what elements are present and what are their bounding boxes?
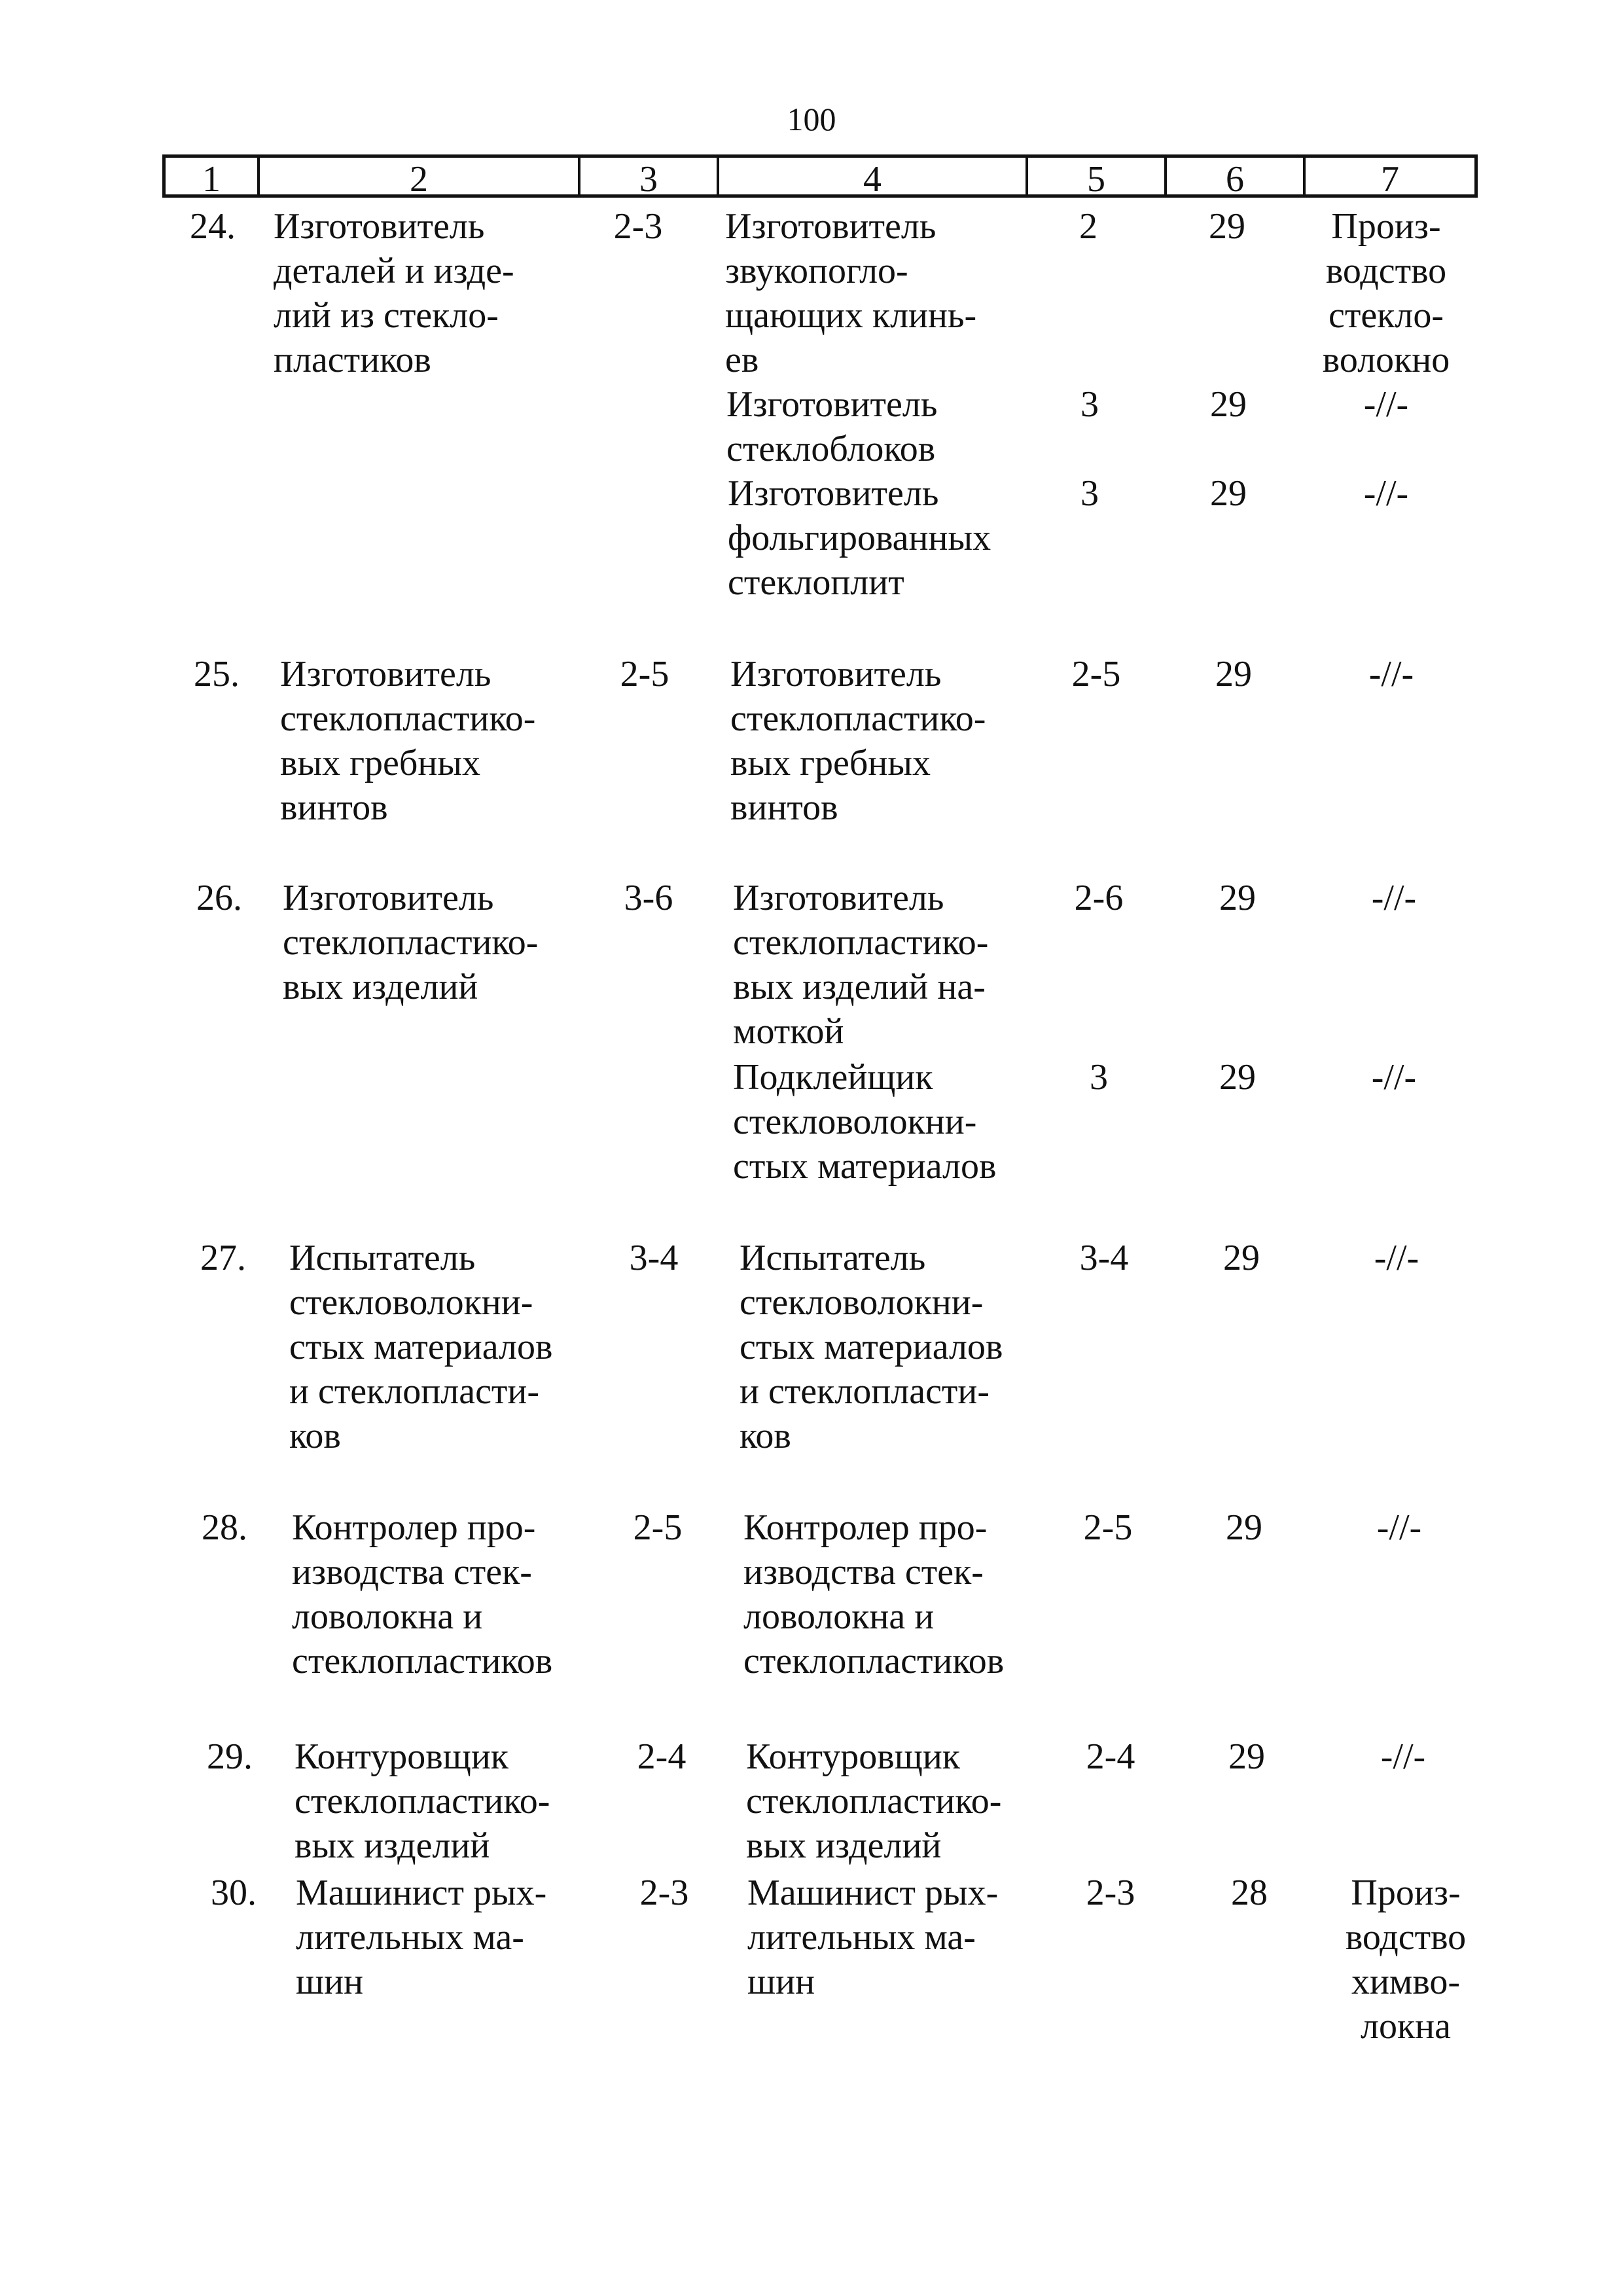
row-number: 30. [211, 1873, 257, 1913]
etks-section: -//- [1368, 654, 1414, 694]
profession-name: Изготовитель стеклопластико- вых изделий [283, 878, 539, 1007]
profession-name: Контуровщик стеклопластико- вых изделий [294, 1736, 550, 1866]
row-number: 27. [200, 1238, 246, 1278]
etks-section: -//- [1363, 384, 1409, 425]
etks-profession-name: Контролер про- изводства стек- ловолокна и стеклопластиков [743, 1507, 1005, 1681]
header-col-7: 7 [1381, 159, 1399, 194]
header-col-4: 4 [719, 158, 1028, 194]
etks-issue: 29 [1219, 1057, 1256, 1098]
profession-name: Изготовитель стеклопластико- вых гребных винтов [280, 654, 536, 828]
etks-section: Произ- водство химво- локна [1345, 1873, 1467, 2047]
etks-profession-name: Контуровщик стеклопластико- вых изделий [746, 1736, 1002, 1866]
etks-section: -//- [1363, 473, 1409, 514]
etks-rank: 3-4 [1079, 1238, 1129, 1278]
etks-profession-name: Подклейщик стекловолокни- стых материалов [733, 1057, 997, 1187]
etks-section: -//- [1374, 1238, 1419, 1278]
etks-profession-name: Машинист рых- лительных ма- шин [747, 1873, 999, 2002]
header-col-2: 2 [260, 158, 580, 194]
etks-profession-name: Изготовитель стеклоблоков [726, 384, 938, 469]
etks-profession-name: Изготовитель фольгированных стеклоплит [728, 473, 991, 603]
etks-profession-name: Изготовитель стеклопластико- вых изделий на- моткой [733, 878, 989, 1052]
etks-profession-name: Изготовитель стеклопластико- вых гребных винтов [730, 654, 986, 828]
etks-rank: 2-3 [1086, 1873, 1135, 1913]
etks-issue: 29 [1223, 1238, 1260, 1278]
header-col-3: 3 [580, 158, 719, 194]
profession-name: Контролер про- изводства стек- ловолокна и стеклопластиков [292, 1507, 553, 1681]
page-number: 100 [787, 101, 836, 137]
profession-name: Изготовитель деталей и изде- лий из стекло- пластиков [274, 206, 514, 380]
profession-rank: 2-5 [620, 654, 669, 694]
etks-section: Произ- водство стекло- волокно [1322, 206, 1450, 380]
profession-name: Испытатель стекловолокни- стых материалов и стеклопласти- ков [289, 1238, 553, 1456]
row-number: 29. [207, 1736, 253, 1777]
etks-profession-name: Испытатель стекловолокни- стых материалов и стеклопласти- ков [740, 1238, 1003, 1456]
etks-rank: 3 [1080, 473, 1099, 514]
profession-rank: 2-3 [613, 206, 663, 247]
etks-section: -//- [1380, 1736, 1426, 1777]
etks-rank: 2-5 [1071, 654, 1121, 694]
etks-rank: 2-6 [1074, 878, 1124, 918]
etks-issue: 28 [1231, 1873, 1268, 1913]
column-number-header [162, 154, 1478, 198]
profession-rank: 3-4 [629, 1238, 679, 1278]
etks-issue: 29 [1219, 878, 1256, 918]
etks-issue: 29 [1228, 1736, 1265, 1777]
etks-profession-name: Изготовитель звукопогло- щающих клинь- ев [725, 206, 977, 380]
etks-rank: 2 [1079, 206, 1097, 247]
row-number: 25. [194, 654, 240, 694]
etks-issue: 29 [1209, 206, 1245, 247]
row-number: 28. [202, 1507, 247, 1548]
profession-rank: 2-4 [637, 1736, 687, 1777]
profession-name: Машинист рых- лительных ма- шин [296, 1873, 547, 2002]
header-col-6: 6 [1167, 158, 1306, 194]
etks-section: -//- [1371, 1057, 1417, 1098]
etks-issue: 29 [1210, 473, 1247, 514]
header-col-1: 1 [166, 158, 260, 194]
etks-section: -//- [1376, 1507, 1422, 1548]
row-number: 26. [196, 878, 242, 918]
etks-issue: 29 [1226, 1507, 1262, 1548]
etks-rank: 3 [1090, 1057, 1108, 1098]
etks-issue: 29 [1210, 384, 1247, 425]
etks-section: -//- [1371, 878, 1417, 918]
profession-rank: 3-6 [624, 878, 673, 918]
etks-rank: 2-4 [1086, 1736, 1135, 1777]
header-col-5: 5 [1028, 158, 1167, 194]
profession-rank: 2-5 [633, 1507, 683, 1548]
etks-issue: 29 [1215, 654, 1252, 694]
etks-rank: 3 [1080, 384, 1099, 425]
profession-rank: 2-3 [639, 1873, 689, 1913]
etks-rank: 2-5 [1083, 1507, 1133, 1548]
row-number: 24. [190, 206, 236, 247]
